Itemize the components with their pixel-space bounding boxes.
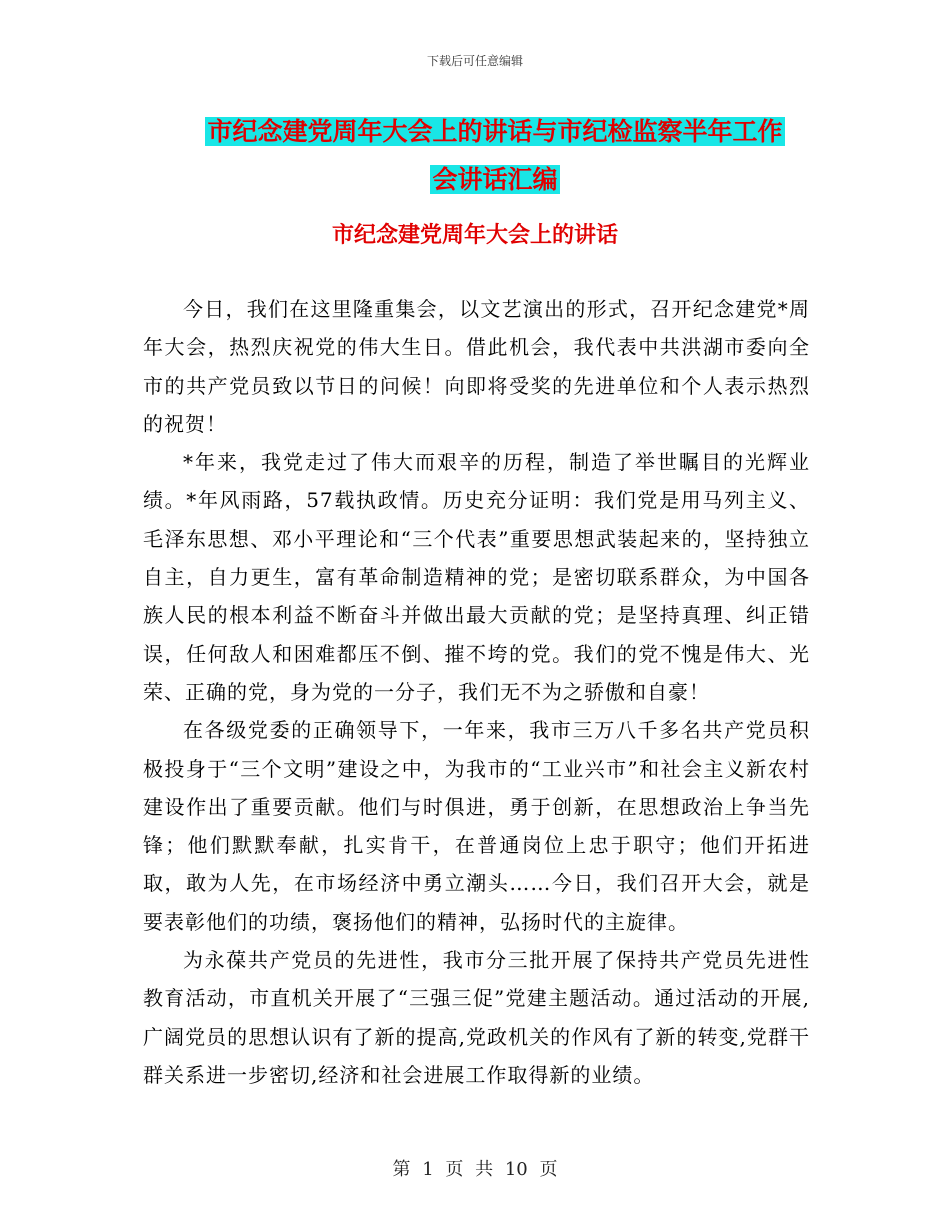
document-main-title xyxy=(175,108,815,204)
body-paragraph-4: 为永葆共产党员的先进性，我市分三批开展了保持共产党员先进性教育活动，市直机关开展了“三强三促”党建主题活动。通过活动的开展,广阔党员的思想认识有了新的提高,党政机关的作风有了新的转变,党群干群关系进一步密切,经济和社会进展工作取得新的业绩。 xyxy=(143,948,810,1087)
body-paragraph-3: 在各级党委的正确领导下，一年来，我市三万八千多名共产党员积极投身于“三个文明”建设之中，为我市的“工业兴市”和社会主义新农村建设作出了重要贡献。他们与时俱进，勇于创新，在思想政治上争当先锋；他们默默奉献，扎实肯干，在普通岗位上忠于职守；他们开拓进取，敢为人先，在市场经济中勇立潮头……今日，我们召开大会，就是要表彰他们的功绩，褒扬他们的精神，弘扬时代的主旋律。 xyxy=(143,718,810,934)
document-body xyxy=(143,290,810,1094)
page-number-footer: 第 1 页 共 10 页 xyxy=(392,1159,558,1180)
page-header-note: 下载后可任意编辑 xyxy=(426,54,523,68)
main-title-line-2: 会讲话汇编 xyxy=(432,165,558,194)
main-title-line-1: 市纪念建党周年大会上的讲话与市纪检监察半年工作 xyxy=(207,117,783,146)
body-paragraph-2: *年来，我党走过了伟大而艰辛的历程，制造了举世瞩目的光辉业绩。*年风雨路，57载执政情。历史充分证明：我们党是用马列主义、毛泽东思想、邓小平理论和“三个代表”重要思想武装起来的，坚持独立自主，自力更生，富有革命制造精神的党；是密切联系群众，为中国各族人民的根本利益不断奋斗并做出最大贡献的党；是坚持真理、纠正错误，任何敌人和困难都压不倒、摧不垮的党。我们的党不愧是伟大、光荣、正确的党，身为党的一分子，我们无不为之骄傲和自豪！ xyxy=(143,450,810,704)
section-title: 市纪念建党周年大会上的讲话 xyxy=(331,222,618,248)
body-paragraph-1: 今日，我们在这里隆重集会，以文艺演出的形式，召开纪念建党*周年大会，热烈庆祝党的伟大生日。借此机会，我代表中共洪湖市委向全市的共产党员致以节日的问候！向即将受奖的先进单位和个人表示热烈的祝贺！ xyxy=(143,297,810,436)
